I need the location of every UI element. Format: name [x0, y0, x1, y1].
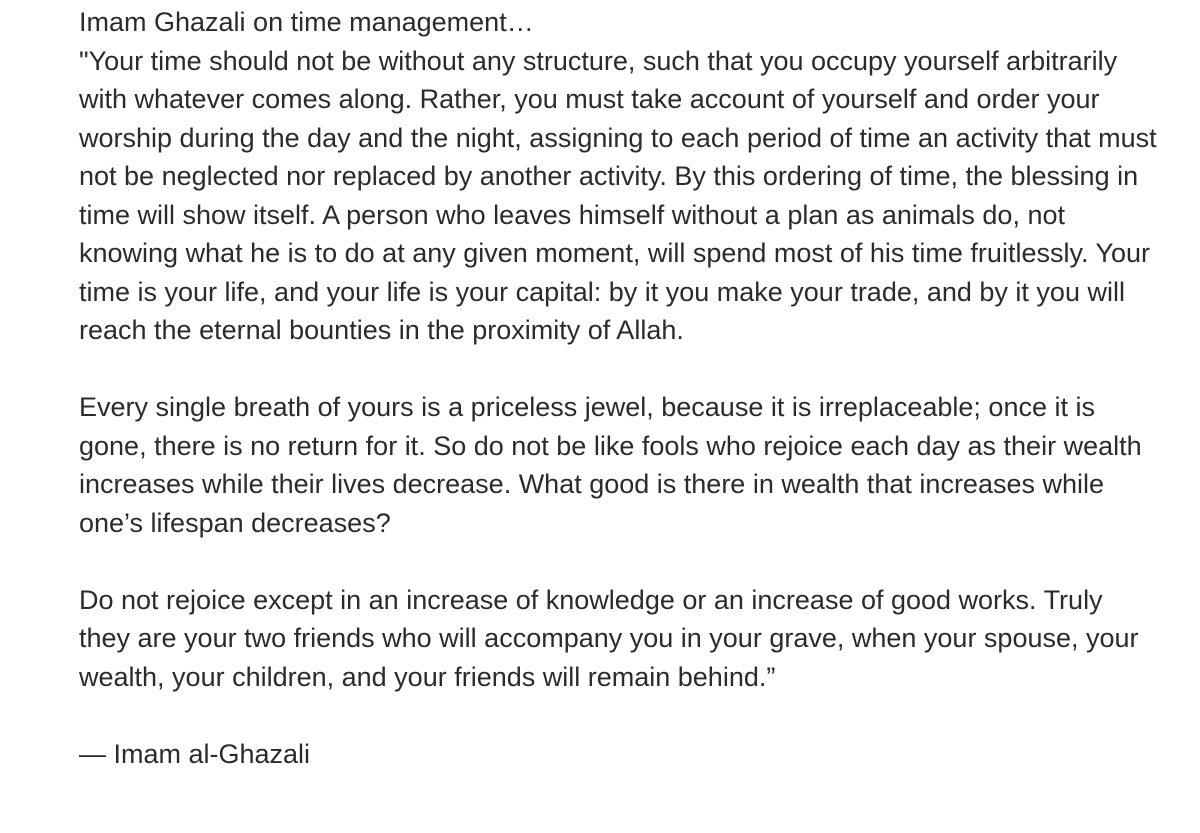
paragraph-spacer [79, 542, 1159, 581]
note-body [79, 3, 1159, 773]
note-title: Imam Ghazali on time management… [79, 7, 534, 37]
paragraph-spacer [79, 696, 1159, 735]
note-paragraph-1: "Your time should not be without any structure, such that you occupy yourself arbitrarily with whatever comes along. Rather, you must take account of yourself and order your worship during the day and the night, assigning to each period of time an activity that must not be neglected nor replaced by another activity. By this ordering of time, the blessing in time will show itself. A person who leaves himself without a plan as animals do, not knowing what he is to do at any given moment, will spend most of his time fruitlessly. Your time is your life, and your life is your capital: by it you make your trade, and by it you will reach the eternal bounties in the proximity of Allah. [79, 45, 1157, 345]
note-attribution: — Imam al-Ghazali [79, 738, 311, 769]
note-paragraph-3: Do not rejoice except in an increase of knowledge or an increase of good works. Truly they are your two friends who will accompany you in your grave, when your spouse, your wealth, your children, and your friends will remain behind.” [79, 584, 1139, 692]
note-paragraph-2: Every single breath of yours is a priceless jewel, because it is irreplaceable; once it is gone, there is no return for it. So do not be like fools who rejoice each day as their wealth increases while their lives decrease. What good is there in wealth that increases while one’s lifespan decreases? [79, 392, 1142, 538]
paragraph-spacer [79, 350, 1159, 389]
